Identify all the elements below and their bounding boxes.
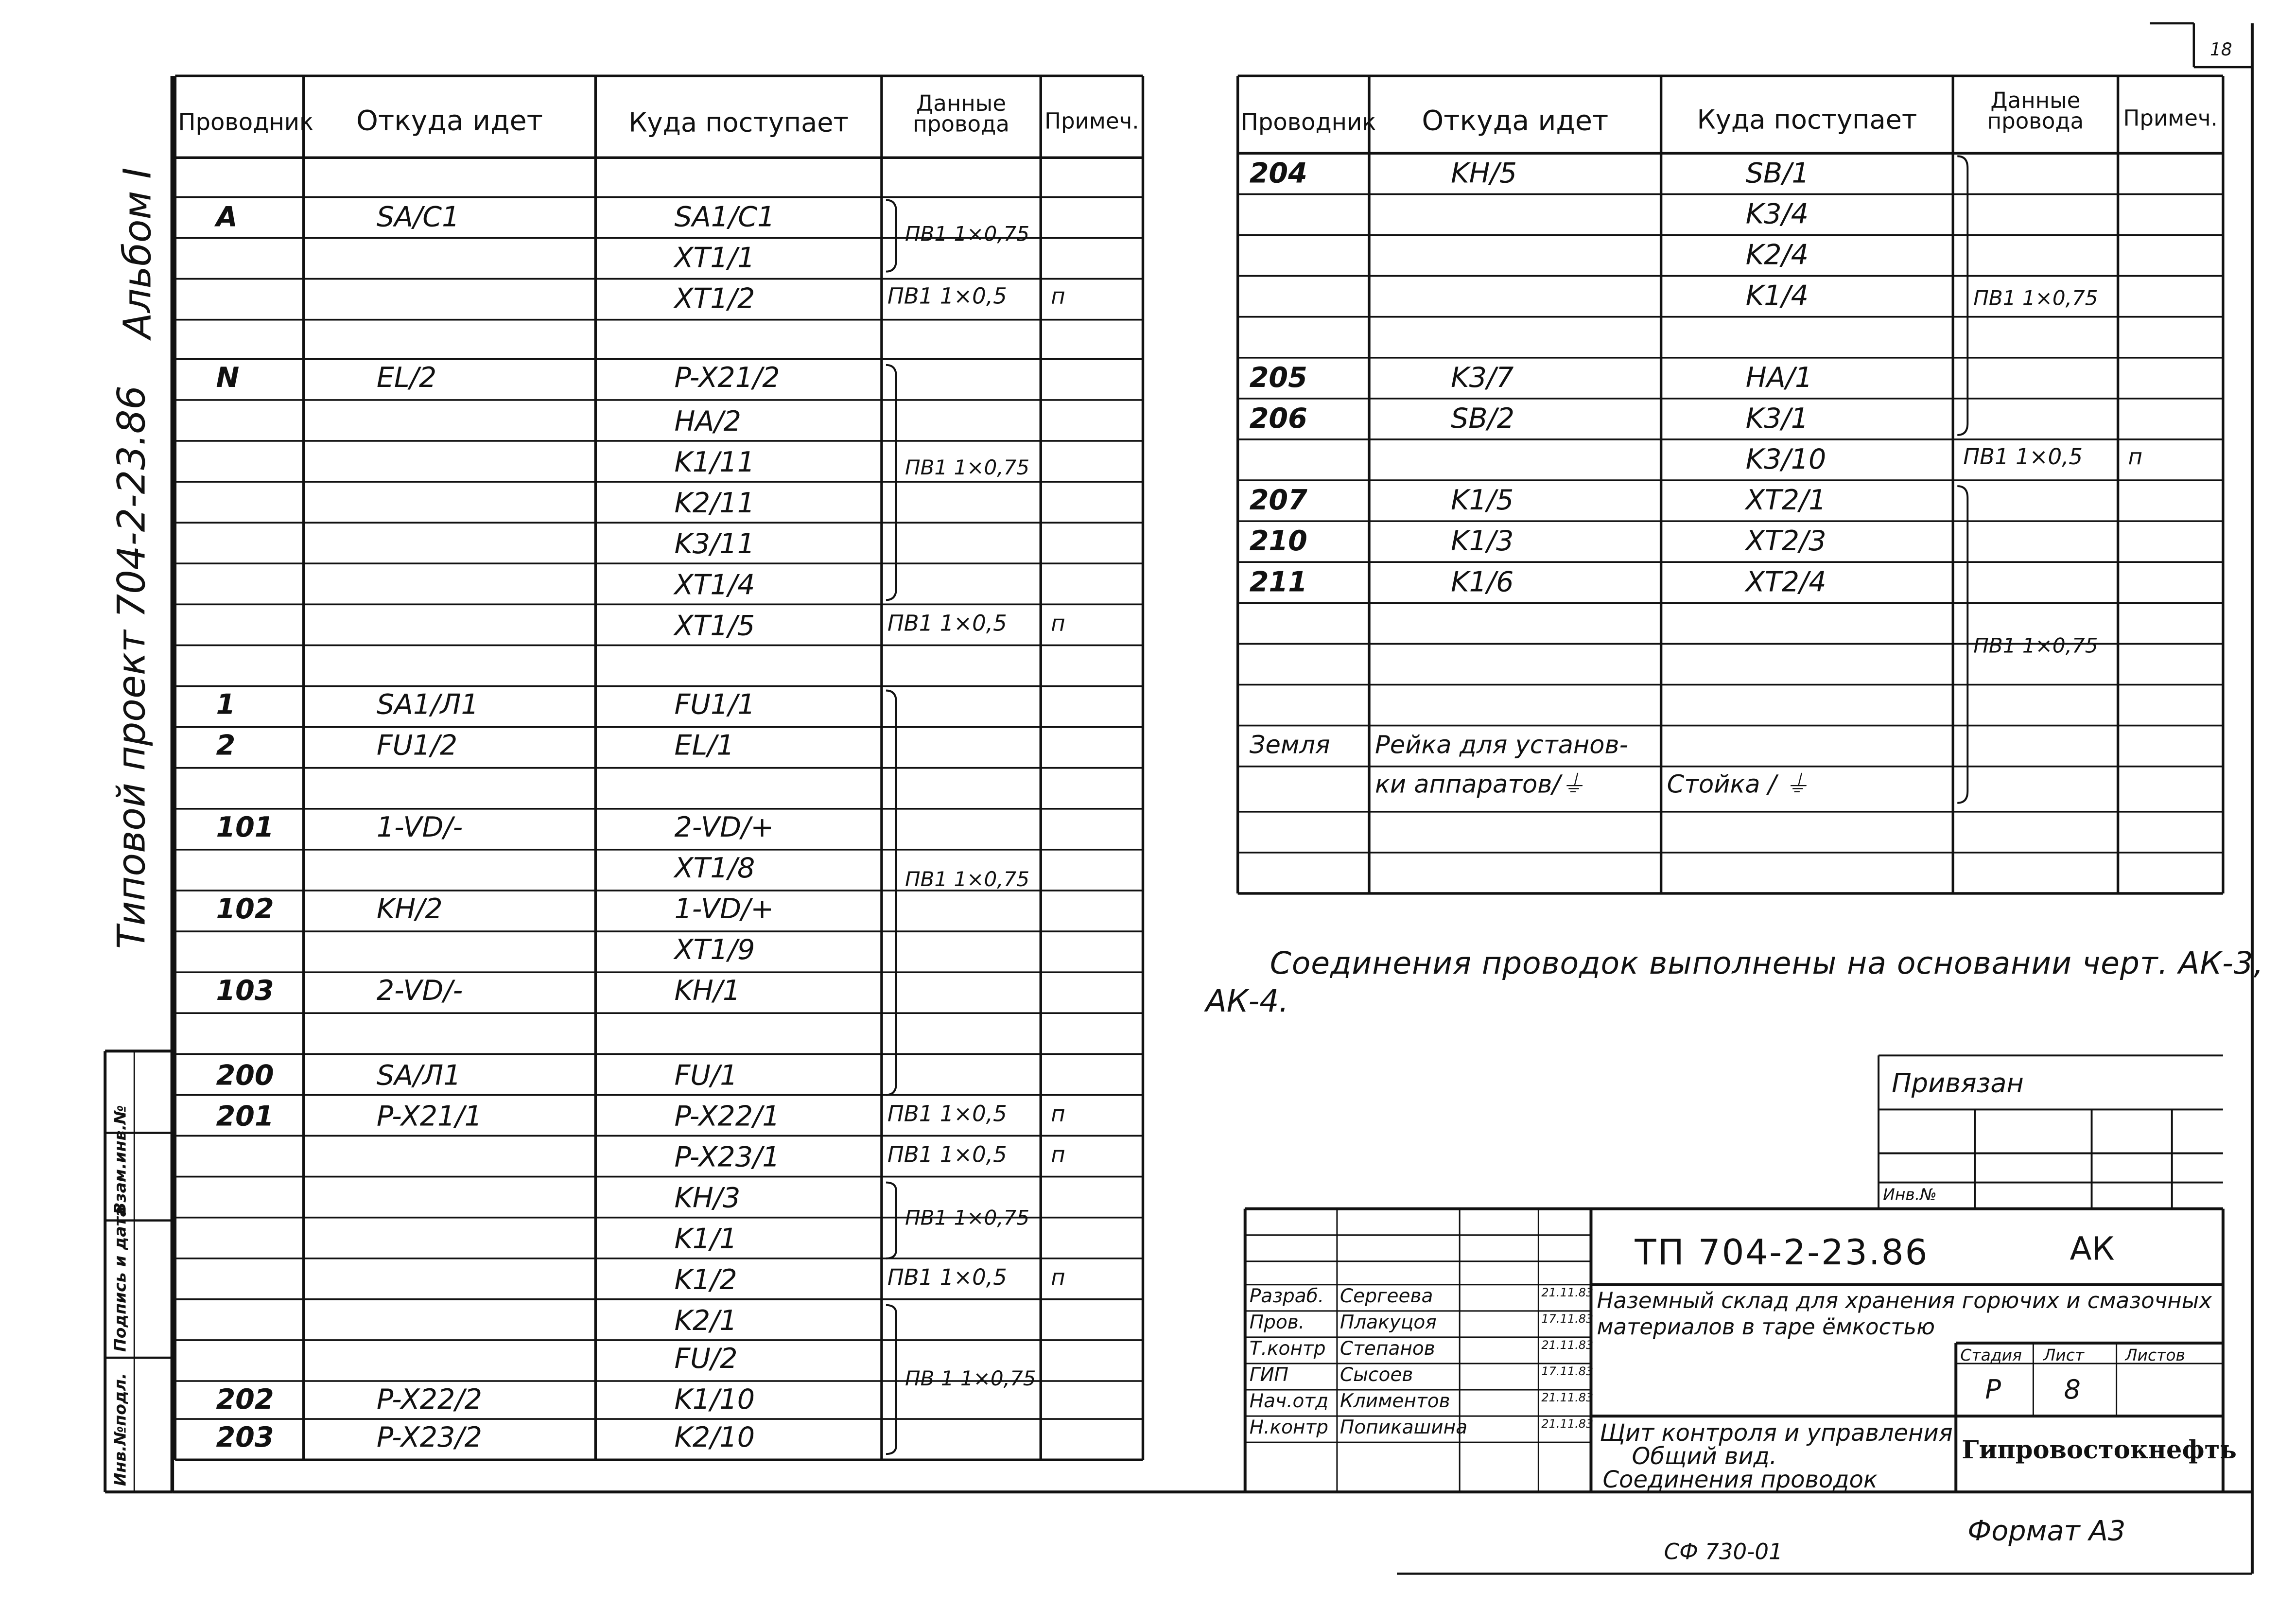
row-to-cell: EL/1 [674,730,734,762]
header-wire-data-right: Данные провода [1987,87,2084,135]
project-label: Типовой проект 704-2-23.86 [111,385,155,949]
row-to-cell: HA/2 [674,405,741,438]
row-from-cell: FU1/2 [376,730,458,762]
row-note-cell: п [1051,283,1065,310]
signature-name: Климентов [1339,1391,1450,1414]
row-conductor-cell: 207 [1249,485,1307,517]
signature-date: 21.11.83 [1541,1338,1594,1352]
signature-name: Степанов [1339,1338,1435,1361]
row-conductor-cell: 1 [216,689,236,721]
row-from-cell: SB/2 [1451,402,1515,435]
album-label: Альбом I [117,167,161,339]
row-wire-cell: ПВ1 1×0,5 [887,1101,1007,1127]
sheet-title-3: Соединения проводок [1602,1466,1878,1494]
row-from-cell: K3/7 [1451,362,1514,394]
signature-role: Н.контр [1249,1417,1329,1440]
group-wire-label: ПВ1 1×0,75 [1973,635,2098,659]
row-to-cell: K2/1 [674,1305,737,1337]
stage-value: Р [1985,1375,2001,1406]
row-to-cell: XT1/1 [674,242,755,275]
row-wire-cell: ПВ1 1×0,5 [887,1264,1007,1291]
signature-role: Т.контр [1249,1338,1326,1361]
row-from-cell: P-X21/1 [376,1101,482,1133]
row-to-cell: K1/2 [674,1264,737,1296]
row-from-cell: K1/3 [1451,525,1514,558]
row-conductor-cell: 103 [216,975,274,1008]
footer-code: СФ 730-01 [1664,1539,1783,1565]
row-conductor-cell: 203 [216,1422,274,1454]
sheet-title-1: Щит контроля и управления [1600,1419,1953,1447]
row-note-cell: п [1051,1101,1065,1127]
row-conductor-cell: Земля [1249,731,1330,761]
row-to-cell: P-X23/1 [674,1141,780,1174]
signature-date: 17.11.83 [1541,1364,1594,1379]
row-to-cell: Стойка / ⏚ [1667,770,1809,800]
row-to-cell: XT2/1 [1745,485,1826,517]
header-note-right: Примеч. [2123,105,2218,132]
row-conductor-cell: 201 [216,1101,274,1133]
binding-inv-label: Инв.№ [1883,1185,1937,1205]
signature-name: Плакуцоя [1339,1312,1437,1334]
row-to-cell: K1/11 [674,446,755,479]
signature-name: Сысоев [1339,1364,1413,1387]
signature-name: Сергеева [1339,1286,1433,1308]
row-wire-cell: ПВ1 1×0,5 [887,1141,1007,1168]
row-from-cell: P-X22/2 [376,1384,482,1417]
row-note-cell: п [2128,443,2143,471]
header-to: Куда поступает [628,108,849,139]
group-wire-label: ПВ1 1×0,75 [904,868,1030,892]
header-note: Примеч. [1044,108,1139,135]
group-wire-label: ПВ1 1×0,75 [904,1207,1030,1231]
row-from-cell: Рейка для установ- [1374,731,1629,761]
row-conductor-cell: N [216,362,240,394]
binding-label: Привязан [1892,1068,2024,1100]
row-conductor-cell: 204 [1249,157,1307,190]
row-to-cell: XT1/9 [674,934,755,967]
object-name-line-2: материалов в таре ёмкостью [1597,1313,1935,1340]
row-note-cell: п [1051,1264,1065,1291]
row-to-cell: FU1/1 [674,689,755,721]
group-wire-label: ПВ1 1×0,75 [1973,287,2098,311]
row-to-cell: K2/4 [1745,239,1809,272]
header-conductor-right: Проводник [1240,108,1376,136]
row-conductor-cell: 101 [216,811,274,844]
row-wire-cell: ПВ1 1×0,5 [1963,443,2083,471]
row-to-cell: XT1/4 [674,569,755,602]
row-to-cell: XT1/2 [674,283,755,315]
row-to-cell: HA/1 [1745,362,1813,394]
row-to-cell: XT2/4 [1745,566,1826,599]
row-to-cell: K1/1 [674,1223,737,1256]
row-conductor-cell: 102 [216,893,274,926]
stamp-sign-date: Подпись и дата [111,1206,130,1352]
header-to-right: Куда поступает [1697,105,1917,136]
signature-date: 21.11.83 [1541,1391,1594,1405]
header-from-right: Откуда идет [1422,105,1609,138]
signature-role: ГИП [1249,1364,1289,1387]
row-to-cell: KH/1 [674,975,741,1008]
row-conductor-cell: A [216,201,238,234]
row-to-cell: 1-VD/+ [674,893,774,926]
sheet-value: 8 [2064,1375,2081,1406]
signature-date: 17.11.83 [1541,1312,1594,1326]
row-from-cell: 1-VD/- [376,811,463,844]
row-conductor-cell: 211 [1249,566,1307,599]
row-conductor-cell: 206 [1249,402,1307,435]
row-to-cell: P-X21/2 [674,362,780,394]
row-to-cell: XT1/5 [674,610,755,643]
row-conductor-cell: 2 [216,730,236,762]
row-from-cell: K1/6 [1451,566,1514,599]
header-conductor: Проводник [178,108,314,136]
row-conductor-cell: 200 [216,1060,274,1092]
group-wire-label: ПВ 1 1×0,75 [904,1367,1036,1392]
row-to-cell: K3/11 [674,528,755,561]
row-to-cell: FU/2 [674,1343,738,1375]
row-to-cell: P-X22/1 [674,1101,780,1133]
row-from-cell: ки аппаратов/⏚ [1374,770,1585,800]
signature-role: Нач.отд [1249,1391,1329,1414]
row-to-cell: 2-VD/+ [674,811,774,844]
row-from-cell: SA/C1 [376,201,460,234]
note-line-2: АК-4. [1205,984,1289,1019]
row-from-cell: 2-VD/- [376,975,463,1008]
organization-name: Гипровостокнефть [1962,1436,2237,1466]
header-wire-data: Данные провода [913,90,1009,138]
sheet-label: Лист [2043,1346,2085,1365]
signature-role: Разраб. [1249,1286,1324,1308]
group-wire-label: ПВ1 1×0,75 [904,456,1030,481]
signature-name: Попикашина [1339,1417,1468,1440]
row-from-cell: KH/2 [376,893,443,926]
signature-date: 21.11.83 [1541,1286,1594,1299]
stamp-vzam-inv: Взам.инв.№ [111,1105,130,1215]
object-name-line-1: Наземный склад для хранения горючих и смазочных [1597,1287,2212,1314]
row-to-cell: SA1/C1 [674,201,775,234]
page-number: 18 [2209,39,2232,60]
row-wire-cell: ПВ1 1×0,5 [887,610,1007,637]
sheets-label: Листов [2125,1346,2186,1365]
format-label: Формат А3 [1967,1515,2126,1548]
sheet-title-2: Общий вид. [1632,1442,1777,1470]
stage-label: Стадия [1960,1346,2022,1365]
row-to-cell: FU/1 [674,1060,738,1092]
note-line-1: Соединения проводок выполнены на основании черт. АК-3, [1270,946,2264,981]
row-to-cell: XT2/3 [1745,525,1826,558]
row-conductor-cell: 210 [1249,525,1307,558]
row-to-cell: K3/10 [1745,443,1826,476]
row-to-cell: K3/1 [1745,402,1809,435]
row-to-cell: K2/11 [674,488,755,520]
row-to-cell: K2/10 [674,1422,755,1454]
signature-date: 21.11.83 [1541,1417,1594,1431]
drawing-mark: АК [2070,1232,2115,1269]
row-to-cell: K1/10 [674,1384,755,1417]
signature-role: Пров. [1249,1312,1305,1334]
row-to-cell: K1/4 [1745,280,1809,313]
drawing-designation: ТП 704-2-23.86 [1635,1232,1929,1273]
row-from-cell: EL/2 [376,362,437,394]
row-wire-cell: ПВ1 1×0,5 [887,283,1007,310]
stamp-inv-podl: Инв.№подл. [111,1373,130,1487]
row-conductor-cell: 205 [1249,362,1307,394]
header-from: Откуда идет [356,105,543,138]
row-from-cell: K1/5 [1451,485,1514,517]
row-to-cell: XT1/8 [674,852,755,885]
row-from-cell: SA/Л1 [376,1060,461,1092]
row-note-cell: п [1051,610,1065,637]
row-from-cell: SA1/Л1 [376,689,479,721]
row-from-cell: KH/5 [1451,157,1517,190]
row-from-cell: P-X23/2 [376,1422,482,1454]
row-conductor-cell: 202 [216,1384,274,1417]
row-to-cell: SB/1 [1745,157,1809,190]
row-to-cell: KH/3 [674,1182,741,1215]
group-wire-label: ПВ1 1×0,75 [904,223,1030,247]
row-note-cell: п [1051,1141,1065,1168]
row-to-cell: K3/4 [1745,198,1809,231]
